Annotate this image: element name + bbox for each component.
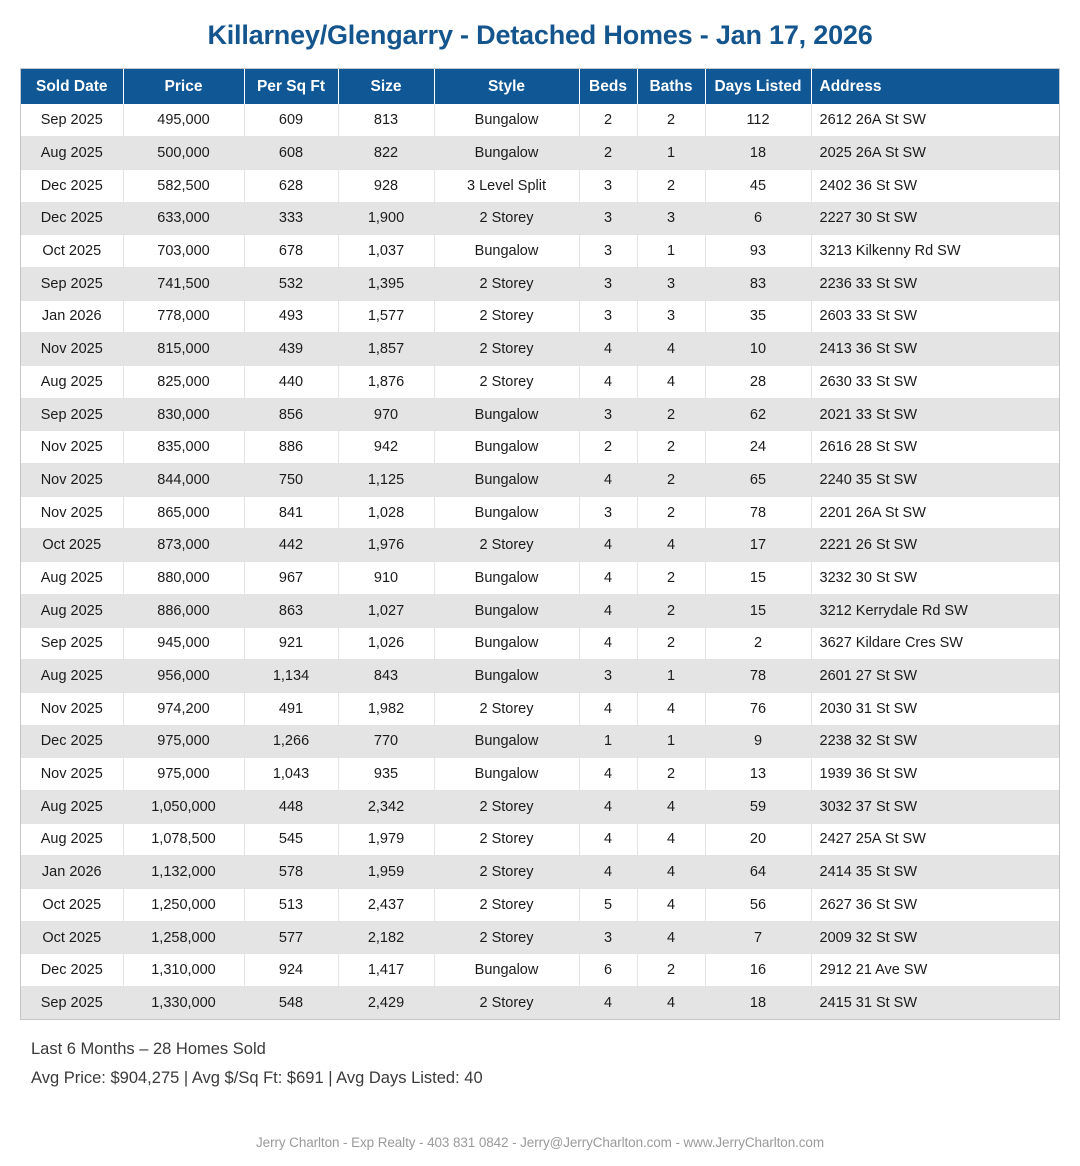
cell-per_sq_ft: 678 bbox=[244, 235, 338, 268]
cell-per_sq_ft: 863 bbox=[244, 594, 338, 627]
cell-address: 3212 Kerrydale Rd SW bbox=[811, 594, 1059, 627]
cell-beds: 6 bbox=[579, 954, 637, 987]
cell-baths: 1 bbox=[637, 235, 705, 268]
cell-per_sq_ft: 967 bbox=[244, 562, 338, 595]
cell-per_sq_ft: 856 bbox=[244, 398, 338, 431]
cell-sold_date: Sep 2025 bbox=[21, 627, 123, 660]
cell-price: 886,000 bbox=[123, 594, 244, 627]
cell-price: 974,200 bbox=[123, 692, 244, 725]
cell-style: Bungalow bbox=[434, 725, 579, 758]
cell-style: 2 Storey bbox=[434, 856, 579, 889]
table-row bbox=[21, 660, 1059, 693]
cell-address: 2236 33 St SW bbox=[811, 267, 1059, 300]
cell-size: 1,028 bbox=[338, 496, 434, 529]
table-row bbox=[21, 790, 1059, 823]
cell-size: 1,857 bbox=[338, 333, 434, 366]
cell-per_sq_ft: 578 bbox=[244, 856, 338, 889]
cell-days_listed: 83 bbox=[705, 267, 811, 300]
cell-sold_date: Dec 2025 bbox=[21, 169, 123, 202]
cell-style: 2 Storey bbox=[434, 889, 579, 922]
cell-per_sq_ft: 609 bbox=[244, 104, 338, 137]
cell-baths: 2 bbox=[637, 104, 705, 137]
cell-per_sq_ft: 440 bbox=[244, 366, 338, 399]
cell-beds: 1 bbox=[579, 725, 637, 758]
cell-baths: 2 bbox=[637, 496, 705, 529]
cell-style: Bungalow bbox=[434, 496, 579, 529]
cell-style: 2 Storey bbox=[434, 529, 579, 562]
table-row bbox=[21, 366, 1059, 399]
cell-address: 2912 21 Ave SW bbox=[811, 954, 1059, 987]
cell-price: 703,000 bbox=[123, 235, 244, 268]
cell-per_sq_ft: 532 bbox=[244, 267, 338, 300]
cell-size: 1,976 bbox=[338, 529, 434, 562]
cell-style: 2 Storey bbox=[434, 921, 579, 954]
cell-size: 935 bbox=[338, 758, 434, 791]
cell-days_listed: 64 bbox=[705, 856, 811, 889]
cell-per_sq_ft: 628 bbox=[244, 169, 338, 202]
cell-address: 2221 26 St SW bbox=[811, 529, 1059, 562]
cell-sold_date: Aug 2025 bbox=[21, 660, 123, 693]
cell-style: Bungalow bbox=[434, 104, 579, 137]
cell-size: 1,959 bbox=[338, 856, 434, 889]
table-row bbox=[21, 496, 1059, 529]
cell-days_listed: 15 bbox=[705, 594, 811, 627]
cell-beds: 3 bbox=[579, 660, 637, 693]
cell-size: 1,577 bbox=[338, 300, 434, 333]
cell-per_sq_ft: 491 bbox=[244, 692, 338, 725]
cell-sold_date: Oct 2025 bbox=[21, 529, 123, 562]
cell-per_sq_ft: 608 bbox=[244, 137, 338, 170]
cell-address: 2240 35 St SW bbox=[811, 464, 1059, 497]
cell-per_sq_ft: 333 bbox=[244, 202, 338, 235]
column-header-per-sq-ft[interactable]: Per Sq Ft bbox=[244, 69, 338, 104]
cell-per_sq_ft: 886 bbox=[244, 431, 338, 464]
cell-size: 910 bbox=[338, 562, 434, 595]
cell-sold_date: Nov 2025 bbox=[21, 431, 123, 464]
cell-per_sq_ft: 548 bbox=[244, 987, 338, 1020]
cell-sold_date: Aug 2025 bbox=[21, 594, 123, 627]
cell-days_listed: 78 bbox=[705, 496, 811, 529]
cell-days_listed: 93 bbox=[705, 235, 811, 268]
cell-baths: 1 bbox=[637, 725, 705, 758]
cell-price: 582,500 bbox=[123, 169, 244, 202]
cell-size: 1,982 bbox=[338, 692, 434, 725]
cell-address: 2021 33 St SW bbox=[811, 398, 1059, 431]
cell-days_listed: 65 bbox=[705, 464, 811, 497]
table-row bbox=[21, 758, 1059, 791]
cell-days_listed: 13 bbox=[705, 758, 811, 791]
cell-address: 2009 32 St SW bbox=[811, 921, 1059, 954]
summary-block bbox=[31, 1035, 1080, 1093]
cell-beds: 3 bbox=[579, 496, 637, 529]
cell-days_listed: 9 bbox=[705, 725, 811, 758]
cell-days_listed: 7 bbox=[705, 921, 811, 954]
cell-beds: 3 bbox=[579, 300, 637, 333]
cell-sold_date: Nov 2025 bbox=[21, 333, 123, 366]
table-row bbox=[21, 594, 1059, 627]
cell-sold_date: Dec 2025 bbox=[21, 202, 123, 235]
cell-per_sq_ft: 1,043 bbox=[244, 758, 338, 791]
cell-size: 1,027 bbox=[338, 594, 434, 627]
table-row bbox=[21, 398, 1059, 431]
table-row bbox=[21, 104, 1059, 137]
cell-sold_date: Nov 2025 bbox=[21, 692, 123, 725]
table-row bbox=[21, 627, 1059, 660]
cell-address: 2413 36 St SW bbox=[811, 333, 1059, 366]
cell-sold_date: Nov 2025 bbox=[21, 496, 123, 529]
cell-sold_date: Jan 2026 bbox=[21, 856, 123, 889]
cell-baths: 4 bbox=[637, 921, 705, 954]
cell-price: 873,000 bbox=[123, 529, 244, 562]
cell-price: 1,250,000 bbox=[123, 889, 244, 922]
cell-price: 1,310,000 bbox=[123, 954, 244, 987]
cell-size: 1,125 bbox=[338, 464, 434, 497]
cell-beds: 4 bbox=[579, 790, 637, 823]
cell-per_sq_ft: 750 bbox=[244, 464, 338, 497]
cell-sold_date: Aug 2025 bbox=[21, 366, 123, 399]
cell-address: 2238 32 St SW bbox=[811, 725, 1059, 758]
sales-table-container bbox=[20, 68, 1060, 1020]
cell-baths: 3 bbox=[637, 202, 705, 235]
cell-per_sq_ft: 577 bbox=[244, 921, 338, 954]
column-header-size[interactable]: Size bbox=[338, 69, 434, 104]
cell-sold_date: Nov 2025 bbox=[21, 464, 123, 497]
cell-size: 1,876 bbox=[338, 366, 434, 399]
table-row bbox=[21, 987, 1059, 1020]
cell-price: 633,000 bbox=[123, 202, 244, 235]
cell-sold_date: Dec 2025 bbox=[21, 954, 123, 987]
cell-baths: 4 bbox=[637, 823, 705, 856]
cell-baths: 3 bbox=[637, 300, 705, 333]
table-row bbox=[21, 169, 1059, 202]
cell-per_sq_ft: 924 bbox=[244, 954, 338, 987]
cell-style: Bungalow bbox=[434, 594, 579, 627]
cell-days_listed: 78 bbox=[705, 660, 811, 693]
cell-beds: 4 bbox=[579, 627, 637, 660]
cell-beds: 4 bbox=[579, 856, 637, 889]
cell-price: 778,000 bbox=[123, 300, 244, 333]
sales-table bbox=[21, 69, 1059, 1019]
cell-address: 2627 36 St SW bbox=[811, 889, 1059, 922]
cell-price: 975,000 bbox=[123, 725, 244, 758]
cell-size: 2,429 bbox=[338, 987, 434, 1020]
cell-baths: 3 bbox=[637, 267, 705, 300]
cell-baths: 4 bbox=[637, 692, 705, 725]
cell-size: 2,437 bbox=[338, 889, 434, 922]
cell-style: 2 Storey bbox=[434, 790, 579, 823]
cell-beds: 4 bbox=[579, 987, 637, 1020]
table-row bbox=[21, 235, 1059, 268]
cell-days_listed: 10 bbox=[705, 333, 811, 366]
cell-address: 2402 36 St SW bbox=[811, 169, 1059, 202]
cell-price: 880,000 bbox=[123, 562, 244, 595]
cell-days_listed: 17 bbox=[705, 529, 811, 562]
cell-per_sq_ft: 442 bbox=[244, 529, 338, 562]
cell-per_sq_ft: 841 bbox=[244, 496, 338, 529]
cell-size: 1,026 bbox=[338, 627, 434, 660]
cell-size: 970 bbox=[338, 398, 434, 431]
cell-size: 1,979 bbox=[338, 823, 434, 856]
cell-baths: 4 bbox=[637, 366, 705, 399]
cell-days_listed: 2 bbox=[705, 627, 811, 660]
cell-address: 2025 26A St SW bbox=[811, 137, 1059, 170]
cell-price: 1,258,000 bbox=[123, 921, 244, 954]
cell-style: Bungalow bbox=[434, 758, 579, 791]
cell-baths: 4 bbox=[637, 529, 705, 562]
table-row bbox=[21, 431, 1059, 464]
cell-price: 741,500 bbox=[123, 267, 244, 300]
cell-days_listed: 24 bbox=[705, 431, 811, 464]
cell-baths: 2 bbox=[637, 464, 705, 497]
cell-size: 1,395 bbox=[338, 267, 434, 300]
cell-address: 3627 Kildare Cres SW bbox=[811, 627, 1059, 660]
cell-size: 843 bbox=[338, 660, 434, 693]
column-header-address[interactable]: Address bbox=[811, 69, 1059, 104]
cell-price: 830,000 bbox=[123, 398, 244, 431]
cell-beds: 4 bbox=[579, 823, 637, 856]
cell-sold_date: Aug 2025 bbox=[21, 562, 123, 595]
cell-price: 500,000 bbox=[123, 137, 244, 170]
cell-price: 865,000 bbox=[123, 496, 244, 529]
cell-size: 2,342 bbox=[338, 790, 434, 823]
cell-days_listed: 15 bbox=[705, 562, 811, 595]
cell-style: Bungalow bbox=[434, 562, 579, 595]
cell-price: 495,000 bbox=[123, 104, 244, 137]
column-header-baths[interactable]: Baths bbox=[637, 69, 705, 104]
cell-size: 2,182 bbox=[338, 921, 434, 954]
cell-size: 813 bbox=[338, 104, 434, 137]
cell-beds: 3 bbox=[579, 267, 637, 300]
cell-beds: 3 bbox=[579, 398, 637, 431]
cell-price: 1,078,500 bbox=[123, 823, 244, 856]
cell-style: Bungalow bbox=[434, 137, 579, 170]
cell-size: 1,900 bbox=[338, 202, 434, 235]
cell-sold_date: Sep 2025 bbox=[21, 267, 123, 300]
cell-price: 825,000 bbox=[123, 366, 244, 399]
table-row bbox=[21, 954, 1059, 987]
cell-price: 956,000 bbox=[123, 660, 244, 693]
cell-baths: 1 bbox=[637, 660, 705, 693]
cell-baths: 4 bbox=[637, 856, 705, 889]
cell-beds: 4 bbox=[579, 758, 637, 791]
cell-sold_date: Jan 2026 bbox=[21, 300, 123, 333]
cell-beds: 3 bbox=[579, 202, 637, 235]
cell-price: 1,050,000 bbox=[123, 790, 244, 823]
cell-baths: 2 bbox=[637, 431, 705, 464]
cell-style: Bungalow bbox=[434, 398, 579, 431]
cell-baths: 4 bbox=[637, 790, 705, 823]
table-row bbox=[21, 692, 1059, 725]
cell-beds: 3 bbox=[579, 921, 637, 954]
cell-sold_date: Dec 2025 bbox=[21, 725, 123, 758]
cell-address: 2227 30 St SW bbox=[811, 202, 1059, 235]
cell-address: 3032 37 St SW bbox=[811, 790, 1059, 823]
cell-style: Bungalow bbox=[434, 627, 579, 660]
summary-line-homes-sold: Last 6 Months – 28 Homes Sold bbox=[31, 1040, 266, 1059]
cell-baths: 4 bbox=[637, 333, 705, 366]
column-header-days-listed[interactable]: Days Listed bbox=[705, 69, 811, 104]
cell-baths: 2 bbox=[637, 169, 705, 202]
cell-sold_date: Aug 2025 bbox=[21, 137, 123, 170]
cell-sold_date: Oct 2025 bbox=[21, 235, 123, 268]
cell-per_sq_ft: 545 bbox=[244, 823, 338, 856]
cell-sold_date: Oct 2025 bbox=[21, 921, 123, 954]
cell-days_listed: 56 bbox=[705, 889, 811, 922]
column-header-price[interactable]: Price bbox=[123, 69, 244, 104]
cell-sold_date: Aug 2025 bbox=[21, 823, 123, 856]
cell-style: Bungalow bbox=[434, 235, 579, 268]
cell-days_listed: 6 bbox=[705, 202, 811, 235]
cell-beds: 2 bbox=[579, 431, 637, 464]
cell-beds: 4 bbox=[579, 464, 637, 497]
cell-beds: 4 bbox=[579, 529, 637, 562]
page-title: Killarney/Glengarry - Detached Homes - Jan 17, 2026 bbox=[207, 20, 873, 50]
cell-days_listed: 45 bbox=[705, 169, 811, 202]
cell-style: 3 Level Split bbox=[434, 169, 579, 202]
cell-beds: 2 bbox=[579, 137, 637, 170]
cell-beds: 4 bbox=[579, 594, 637, 627]
cell-beds: 3 bbox=[579, 235, 637, 268]
cell-baths: 2 bbox=[637, 594, 705, 627]
column-header-sold-date[interactable]: Sold Date bbox=[21, 69, 123, 104]
cell-size: 770 bbox=[338, 725, 434, 758]
cell-days_listed: 28 bbox=[705, 366, 811, 399]
cell-style: 2 Storey bbox=[434, 692, 579, 725]
cell-size: 928 bbox=[338, 169, 434, 202]
column-header-beds[interactable]: Beds bbox=[579, 69, 637, 104]
cell-address: 1939 36 St SW bbox=[811, 758, 1059, 791]
table-row bbox=[21, 889, 1059, 922]
cell-sold_date: Aug 2025 bbox=[21, 790, 123, 823]
cell-per_sq_ft: 448 bbox=[244, 790, 338, 823]
cell-style: 2 Storey bbox=[434, 987, 579, 1020]
cell-baths: 2 bbox=[637, 627, 705, 660]
cell-address: 2612 26A St SW bbox=[811, 104, 1059, 137]
cell-days_listed: 18 bbox=[705, 137, 811, 170]
header-row bbox=[21, 69, 1059, 104]
cell-days_listed: 20 bbox=[705, 823, 811, 856]
table-row bbox=[21, 529, 1059, 562]
cell-price: 835,000 bbox=[123, 431, 244, 464]
cell-address: 2414 35 St SW bbox=[811, 856, 1059, 889]
cell-beds: 4 bbox=[579, 692, 637, 725]
table-row bbox=[21, 921, 1059, 954]
cell-address: 2201 26A St SW bbox=[811, 496, 1059, 529]
table-row bbox=[21, 464, 1059, 497]
cell-style: Bungalow bbox=[434, 431, 579, 464]
cell-sold_date: Sep 2025 bbox=[21, 987, 123, 1020]
table-row bbox=[21, 267, 1059, 300]
cell-price: 844,000 bbox=[123, 464, 244, 497]
cell-address: 2601 27 St SW bbox=[811, 660, 1059, 693]
cell-baths: 2 bbox=[637, 758, 705, 791]
footer-contact: Jerry Charlton - Exp Realty - 403 831 0842 - Jerry@JerryCharlton.com - www.JerryCharlton.com bbox=[256, 1135, 824, 1150]
cell-size: 1,037 bbox=[338, 235, 434, 268]
cell-address: 2616 28 St SW bbox=[811, 431, 1059, 464]
cell-baths: 4 bbox=[637, 889, 705, 922]
cell-days_listed: 35 bbox=[705, 300, 811, 333]
cell-baths: 1 bbox=[637, 137, 705, 170]
cell-per_sq_ft: 921 bbox=[244, 627, 338, 660]
cell-days_listed: 59 bbox=[705, 790, 811, 823]
cell-beds: 4 bbox=[579, 366, 637, 399]
cell-days_listed: 112 bbox=[705, 104, 811, 137]
cell-address: 2030 31 St SW bbox=[811, 692, 1059, 725]
cell-size: 942 bbox=[338, 431, 434, 464]
table-row bbox=[21, 300, 1059, 333]
cell-style: 2 Storey bbox=[434, 333, 579, 366]
cell-per_sq_ft: 513 bbox=[244, 889, 338, 922]
cell-sold_date: Nov 2025 bbox=[21, 758, 123, 791]
cell-sold_date: Oct 2025 bbox=[21, 889, 123, 922]
cell-size: 1,417 bbox=[338, 954, 434, 987]
cell-days_listed: 18 bbox=[705, 987, 811, 1020]
cell-days_listed: 76 bbox=[705, 692, 811, 725]
cell-baths: 2 bbox=[637, 954, 705, 987]
cell-style: Bungalow bbox=[434, 660, 579, 693]
cell-beds: 4 bbox=[579, 562, 637, 595]
column-header-style[interactable]: Style bbox=[434, 69, 579, 104]
table-row bbox=[21, 562, 1059, 595]
cell-sold_date: Sep 2025 bbox=[21, 398, 123, 431]
cell-price: 945,000 bbox=[123, 627, 244, 660]
cell-size: 822 bbox=[338, 137, 434, 170]
cell-per_sq_ft: 493 bbox=[244, 300, 338, 333]
cell-beds: 3 bbox=[579, 169, 637, 202]
cell-address: 2427 25A St SW bbox=[811, 823, 1059, 856]
cell-price: 1,330,000 bbox=[123, 987, 244, 1020]
table-header bbox=[21, 69, 1059, 104]
cell-address: 3232 30 St SW bbox=[811, 562, 1059, 595]
cell-per_sq_ft: 1,266 bbox=[244, 725, 338, 758]
summary-line-averages: Avg Price: $904,275 | Avg $/Sq Ft: $691 | Avg Days Listed: 40 bbox=[31, 1069, 483, 1088]
cell-address: 3213 Kilkenny Rd SW bbox=[811, 235, 1059, 268]
table-body bbox=[21, 104, 1059, 1019]
cell-days_listed: 16 bbox=[705, 954, 811, 987]
cell-address: 2415 31 St SW bbox=[811, 987, 1059, 1020]
cell-address: 2603 33 St SW bbox=[811, 300, 1059, 333]
table-row bbox=[21, 856, 1059, 889]
table-row bbox=[21, 333, 1059, 366]
cell-beds: 2 bbox=[579, 104, 637, 137]
cell-price: 1,132,000 bbox=[123, 856, 244, 889]
cell-style: 2 Storey bbox=[434, 300, 579, 333]
cell-days_listed: 62 bbox=[705, 398, 811, 431]
cell-style: Bungalow bbox=[434, 464, 579, 497]
cell-price: 815,000 bbox=[123, 333, 244, 366]
table-row bbox=[21, 823, 1059, 856]
cell-per_sq_ft: 1,134 bbox=[244, 660, 338, 693]
cell-beds: 4 bbox=[579, 333, 637, 366]
cell-style: Bungalow bbox=[434, 954, 579, 987]
cell-address: 2630 33 St SW bbox=[811, 366, 1059, 399]
table-row bbox=[21, 137, 1059, 170]
cell-style: 2 Storey bbox=[434, 267, 579, 300]
cell-baths: 2 bbox=[637, 562, 705, 595]
cell-per_sq_ft: 439 bbox=[244, 333, 338, 366]
table-row bbox=[21, 725, 1059, 758]
cell-style: 2 Storey bbox=[434, 202, 579, 235]
cell-price: 975,000 bbox=[123, 758, 244, 791]
cell-baths: 2 bbox=[637, 398, 705, 431]
cell-style: 2 Storey bbox=[434, 823, 579, 856]
table-row bbox=[21, 202, 1059, 235]
cell-baths: 4 bbox=[637, 987, 705, 1020]
cell-style: 2 Storey bbox=[434, 366, 579, 399]
cell-sold_date: Sep 2025 bbox=[21, 104, 123, 137]
cell-beds: 5 bbox=[579, 889, 637, 922]
